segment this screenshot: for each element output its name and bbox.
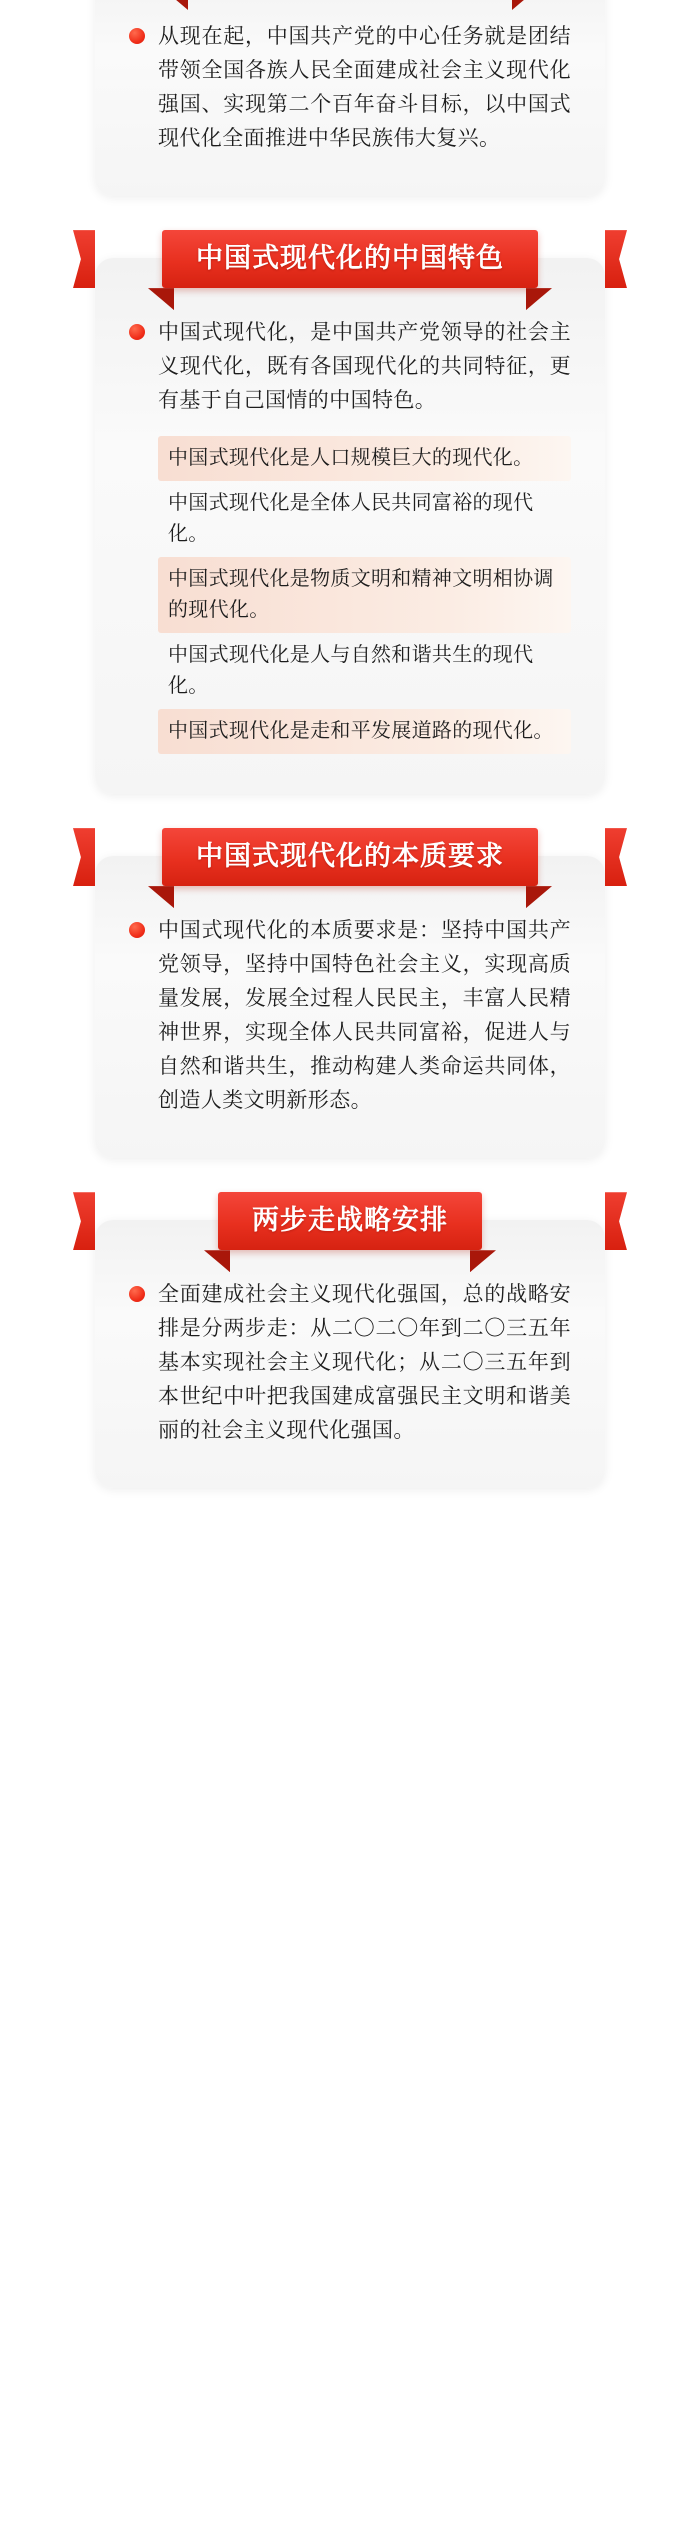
section-ribbon xyxy=(95,828,605,886)
section-ribbon xyxy=(95,1192,605,1250)
section-paragraph: 从现在起，中国共产党的中心任务就是团结带领全国各族人民全面建成社会主义现代化强国、实现第二个百年奋斗目标，以中国式现代化全面推进中华民族伟大复兴。 xyxy=(158,25,571,151)
section-ribbon-title: 中国式现代化的中国特色 xyxy=(162,230,538,288)
ribbon-tail-left xyxy=(73,230,95,288)
section-card xyxy=(95,243,605,794)
section-ribbon-title: 两步走战略安排 xyxy=(218,1192,482,1250)
section-ribbon xyxy=(95,230,605,288)
list-item: 中国式现代化是全体人民共同富裕的现代化。 xyxy=(168,492,534,546)
list-item: 中国式现代化是人口规模巨大的现代化。 xyxy=(158,436,571,481)
bullet-dot-icon xyxy=(129,324,145,340)
ribbon-tail-right xyxy=(605,1192,627,1250)
bullet-row xyxy=(129,316,571,418)
section-card xyxy=(95,841,605,1158)
ribbon-tail-left xyxy=(73,828,95,886)
list-item: 中国式现代化是走和平发展道路的现代化。 xyxy=(158,709,571,754)
section-ribbon-title: 中国式现代化的本质要求 xyxy=(162,828,538,886)
section-paragraph: 全面建成社会主义现代化强国，总的战略安排是分两步走：从二〇二〇年到二〇三五年基本实现社会主义现代化；从二〇三五年到本世纪中叶把我国建成富强民主文明和谐美丽的社会主义现代化强国。 xyxy=(158,1283,571,1443)
feature-list xyxy=(129,436,571,754)
bullet-dot-icon xyxy=(129,28,145,44)
bullet-dot-icon xyxy=(129,922,145,938)
list-item: 中国式现代化是物质文明和精神文明相协调的现代化。 xyxy=(158,557,571,633)
bullet-row xyxy=(129,20,571,156)
ribbon-tail-left xyxy=(73,1192,95,1250)
bullet-row xyxy=(129,1278,571,1448)
ribbon-tail-right xyxy=(605,828,627,886)
section-card xyxy=(95,0,605,196)
bullet-row xyxy=(129,914,571,1118)
section-card xyxy=(95,1205,605,1488)
bullet-dot-icon xyxy=(129,1286,145,1302)
ribbon-tail-right xyxy=(605,230,627,288)
section-paragraph: 中国式现代化，是中国共产党领导的社会主义现代化，既有各国现代化的共同特征，更有基于自己国情的中国特色。 xyxy=(158,321,571,413)
section-paragraph: 中国式现代化的本质要求是：坚持中国共产党领导，坚持中国特色社会主义，实现高质量发展，发展全过程人民民主，丰富人民精神世界，实现全体人民共同富裕，促进人与自然和谐共生，推动构建人类命运共同体，创造人类文明新形态。 xyxy=(158,919,571,1113)
list-item: 中国式现代化是人与自然和谐共生的现代化。 xyxy=(168,644,534,698)
